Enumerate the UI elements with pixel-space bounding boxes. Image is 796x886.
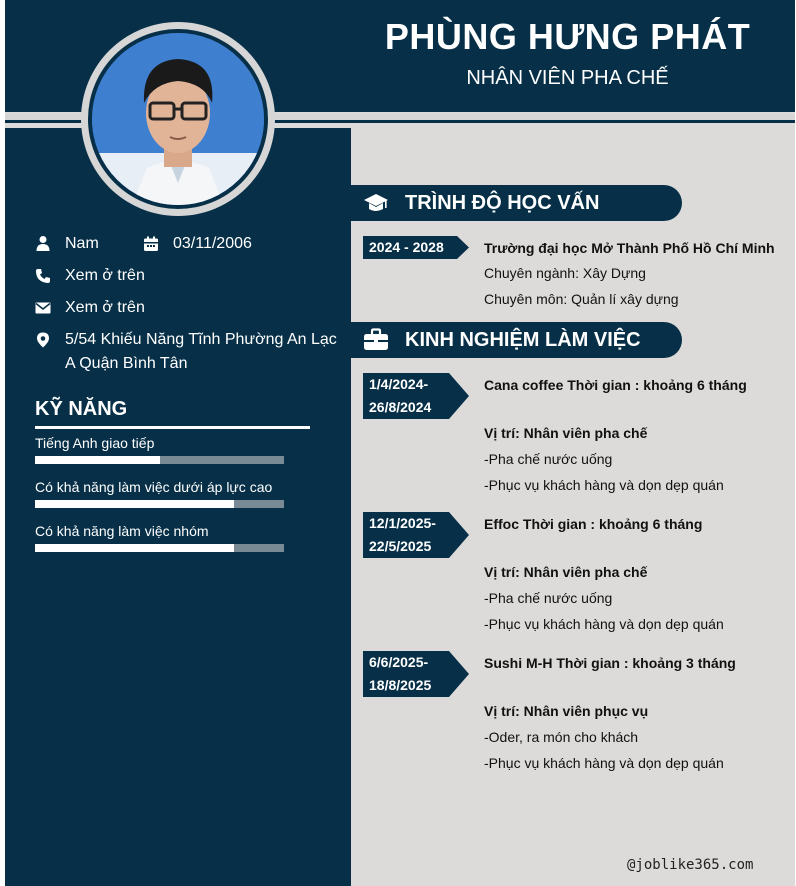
- map-pin-icon: [35, 332, 51, 348]
- skill-label: Có khả năng làm việc dưới áp lực cao: [35, 479, 273, 495]
- job-duty: -Pha chế nước uống: [484, 590, 613, 606]
- graduation-cap-icon: [363, 191, 389, 215]
- skill-bar: [35, 500, 284, 508]
- cv-page: [5, 0, 795, 886]
- skill-bar: [35, 456, 284, 464]
- job-company: Sushi M-H Thời gian : khoảng 3 tháng: [484, 655, 736, 671]
- job-position: Vị trí: Nhân viên phục vụ: [484, 703, 649, 719]
- birthday-value: 03/11/2006: [173, 235, 252, 252]
- address-line2: A Quận Bình Tân: [65, 355, 188, 372]
- person-icon: [35, 235, 51, 251]
- skill-bar-fill: [35, 544, 234, 552]
- job-duty: -Phục vụ khách hàng và dọn dẹp quán: [484, 477, 724, 493]
- gender-value: Nam: [65, 235, 99, 252]
- skill-label: Có khả năng làm việc nhóm: [35, 523, 209, 539]
- job-date-start: 12/1/2025-: [369, 515, 436, 531]
- date-tag-arrow: [449, 512, 469, 558]
- skill-bar-fill: [35, 500, 234, 508]
- envelope-icon: [35, 300, 51, 316]
- education-date-tag: [363, 236, 449, 259]
- date-tag-arrow: [449, 651, 469, 697]
- job-date-start: 1/4/2024-: [369, 376, 429, 392]
- skill-label: Tiếng Anh giao tiếp: [35, 435, 155, 451]
- calendar-icon: [143, 236, 159, 252]
- job-position: Vị trí: Nhân viên pha chế: [484, 425, 648, 441]
- job-date-end: 22/5/2025: [369, 538, 432, 554]
- education-section-header: [351, 185, 682, 221]
- skills-underline: [35, 426, 310, 429]
- job-duty: -Phục vụ khách hàng và dọn dẹp quán: [484, 616, 724, 632]
- date-tag-arrow: [449, 236, 469, 259]
- education-specialty: Chuyên môn: Quản lí xây dựng: [484, 291, 679, 307]
- avatar: [92, 33, 264, 205]
- phone-value: Xem ở trên: [65, 267, 145, 284]
- job-duty: -Oder, ra món cho khách: [484, 729, 639, 745]
- date-tag-arrow: [449, 373, 469, 419]
- job-date-start: 6/6/2025-: [369, 654, 429, 670]
- skill-bar: [35, 544, 284, 552]
- job-company: Cana coffee Thời gian : khoảng 6 tháng: [484, 377, 747, 393]
- job-company: Effoc Thời gian : khoảng 6 tháng: [484, 516, 703, 532]
- education-major: Chuyên ngành: Xây Dựng: [484, 265, 646, 281]
- job-duty: -Phục vụ khách hàng và dọn dẹp quán: [484, 755, 724, 771]
- experience-heading: KINH NGHIỆM LÀM VIỆC: [405, 329, 641, 351]
- job-duty: -Pha chế nước uống: [484, 451, 613, 467]
- skill-bar-fill: [35, 456, 160, 464]
- job-title: NHÂN VIÊN PHA CHẾ: [466, 67, 669, 89]
- email-value: Xem ở trên: [65, 299, 145, 316]
- education-date: 2024 - 2028: [369, 239, 444, 255]
- watermark: @joblike365.com: [627, 857, 754, 873]
- briefcase-icon: [363, 328, 389, 352]
- job-date-tag: [363, 373, 449, 419]
- job-date-tag: [363, 512, 449, 558]
- address-line1: 5/54 Khiếu Năng Tĩnh Phường An Lạc: [65, 331, 337, 348]
- candidate-name: PHÙNG HƯNG PHÁT: [384, 16, 751, 57]
- job-date-end: 26/8/2024: [369, 399, 432, 415]
- job-date-tag: [363, 651, 449, 697]
- job-position: Vị trí: Nhân viên pha chế: [484, 564, 648, 580]
- education-school: Trường đại học Mở Thành Phố Hồ Chí Minh: [484, 240, 775, 256]
- phone-icon: [35, 268, 51, 284]
- avatar-photo: [92, 33, 264, 205]
- skills-heading: KỸ NĂNG: [35, 398, 128, 420]
- experience-section-header: [351, 322, 682, 358]
- education-heading: TRÌNH ĐỘ HỌC VẤN: [405, 192, 600, 214]
- job-date-end: 18/8/2025: [369, 677, 432, 693]
